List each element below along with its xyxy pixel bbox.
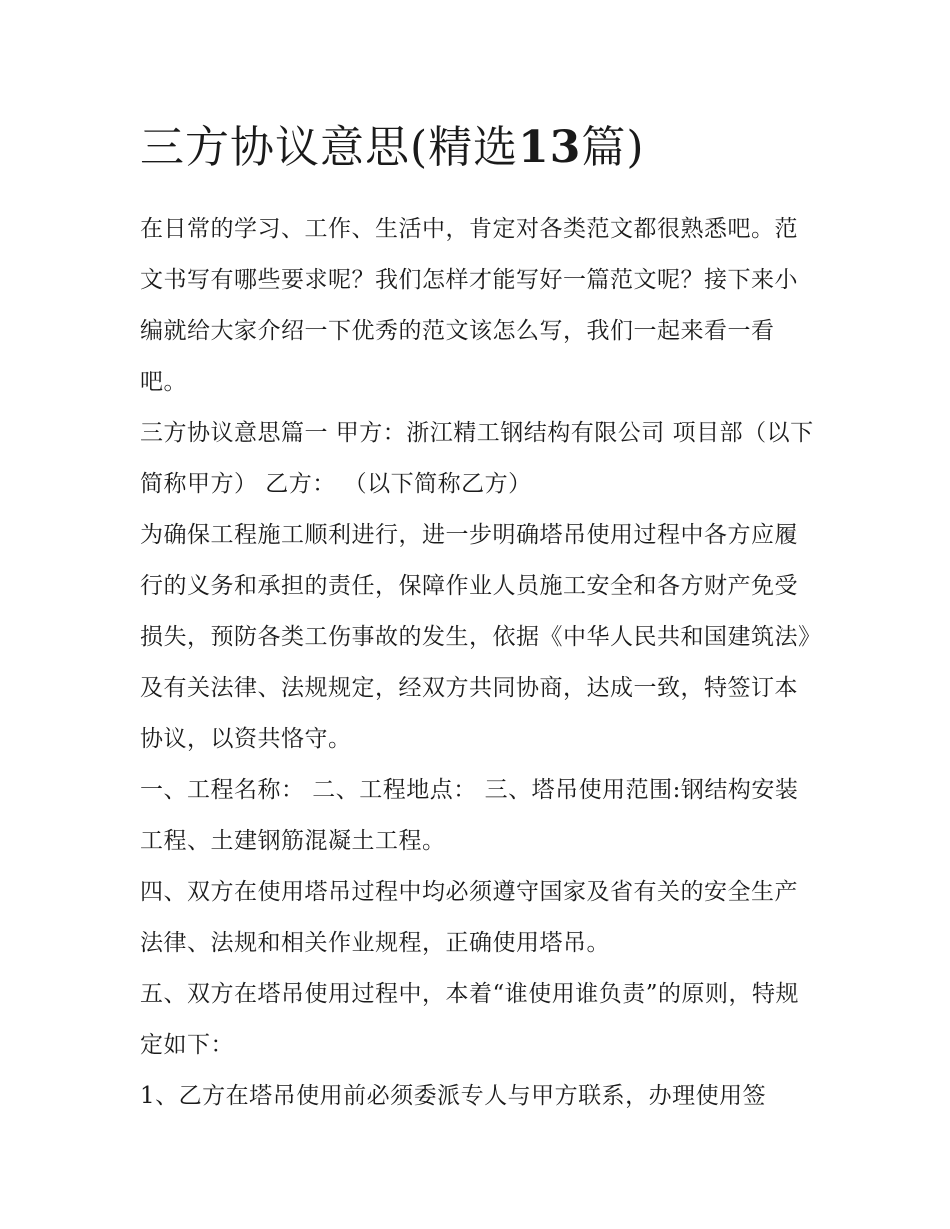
paragraph-item-1: 1、乙方在塔吊使用前必须委派专人与甲方联系，办理使用签 — [140, 1083, 767, 1109]
paragraph-clause-5: 五、双方在塔吊使用过程中，本着“谁使用谁负责”的原则，特规定如下： — [140, 981, 800, 1058]
paragraph-clause-1-3: 一、工程名称： 二、工程地点： 三、塔吊使用范围:钢结构安装工程、土建钢筋混凝土工程。 — [140, 777, 799, 854]
paragraph-purpose: 为确保工程施工顺利进行，进一步明确塔吊使用过程中各方应履行的义务和承担的责任，保障作业人员施工安全和各方财产免受损失，预防各类工伤事故的发生，依据《中华人民共和国建筑法》及有关法律、法规规定，经双方共同协商，达成一致，特签订本协议，以资共恪守。 — [140, 522, 810, 752]
paragraph-intro: 在日常的学习、工作、生活中，肯定对各类范文都很熟悉吧。范文书写有哪些要求呢？我们怎样才能写好一篇范文呢？接下来小编就给大家介绍一下优秀的范文该怎么写，我们一起来看一看吧。 — [140, 216, 798, 395]
paragraph-parties: 三方协议意思篇一 甲方：浙江精工钢结构有限公司 项目部（以下简称甲方） 乙方： （以下简称乙方） — [140, 420, 814, 497]
title-prefix: 三方协议意思(精选 — [140, 122, 519, 173]
title-suffix: 篇) — [581, 122, 645, 173]
document-title — [140, 118, 820, 178]
title-number: 13 — [518, 122, 582, 173]
document-body — [140, 118, 820, 1122]
paragraph-clause-4: 四、双方在使用塔吊过程中均必须遵守国家及省有关的安全生产法律、法规和相关作业规程，正确使用塔吊。 — [140, 879, 798, 956]
